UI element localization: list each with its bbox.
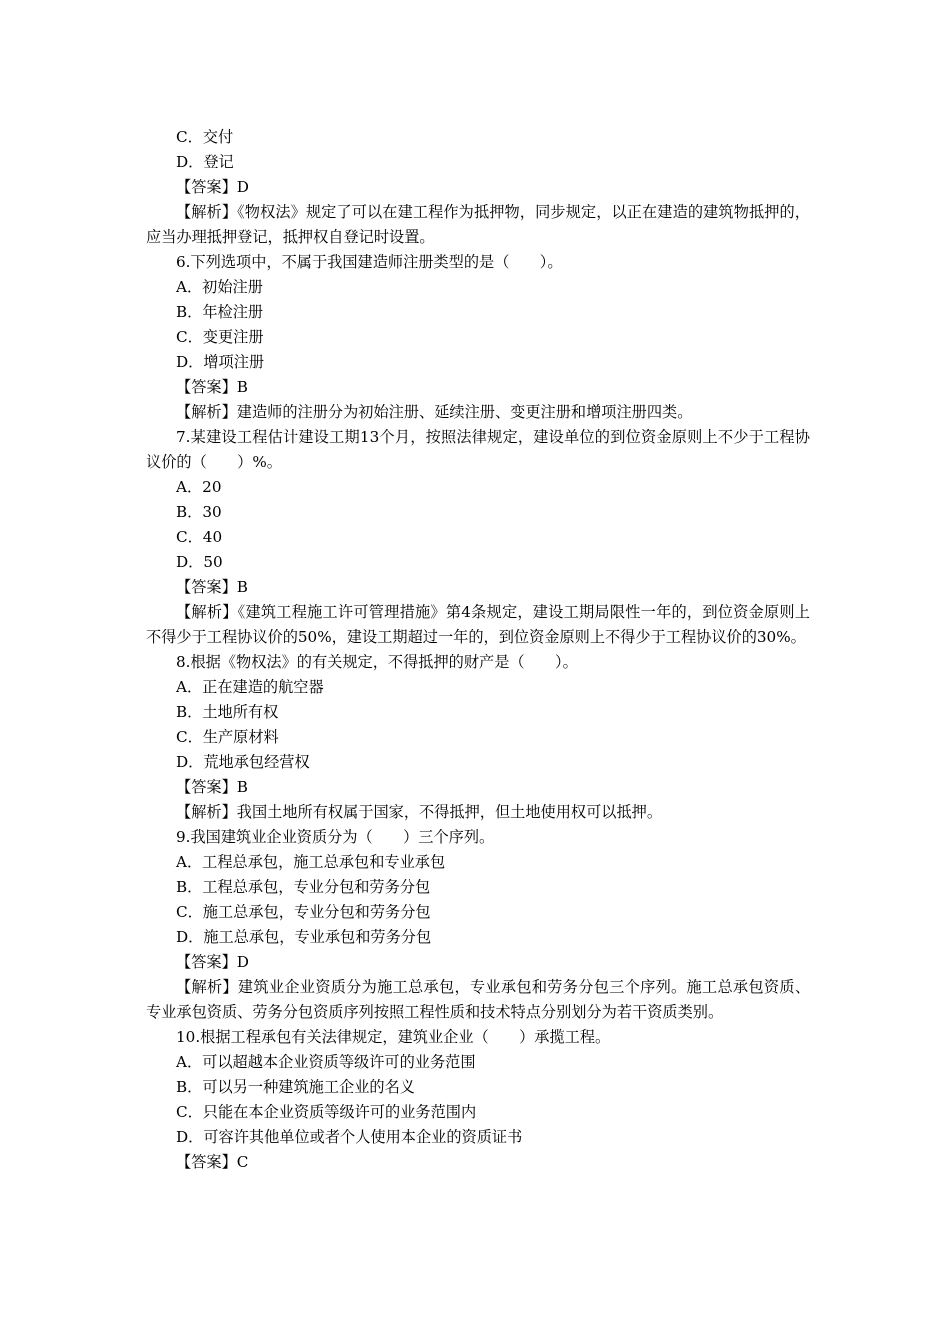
q6-option-b: B．年检注册 xyxy=(176,303,264,321)
q9-option-b: B．工程总承包，专业分包和劳务分包 xyxy=(176,878,431,896)
q8-option-d: D．荒地承包经营权 xyxy=(176,753,310,771)
q8-stem: 8.根据《物权法》的有关规定，不得抵押的财产是（ ）。 xyxy=(176,653,578,671)
q10-option-d: D．可容许其他单位或者个人使用本企业的资质证书 xyxy=(176,1128,523,1146)
q5-answer: 【答案】D xyxy=(176,178,249,196)
q8-option-a: A．正在建造的航空器 xyxy=(176,678,324,696)
q6-analysis: 【解析】建造师的注册分为初始注册、延续注册、变更注册和增项注册四类。 xyxy=(176,403,693,421)
q7-analysis: 【解析】《建筑工程施工许可管理措施》第4条规定，建设工期局限性一年的，到位资金原则上不得少于工程协议价的50%，建设工期超过一年的，到位资金原则上不得少于工程协议价的30%。 xyxy=(146,603,810,646)
q6-answer: 【答案】B xyxy=(176,378,248,396)
q8-option-c: C．生产原材料 xyxy=(176,728,279,746)
q7-stem: 7.某建设工程估计建设工期13个月，按照法律规定，建设单位的到位资金原则上不少于工程协议价的（ ）%。 xyxy=(146,428,810,471)
q9-option-a: A．工程总承包，施工总承包和专业承包 xyxy=(176,853,446,871)
q10-option-a: A．可以超越本企业资质等级许可的业务范围 xyxy=(176,1053,476,1071)
q10-option-b: B．可以另一种建筑施工企业的名义 xyxy=(176,1078,415,1096)
q7-answer: 【答案】B xyxy=(176,578,248,596)
q7-option-a: A．20 xyxy=(176,478,222,496)
q7-option-b: B．30 xyxy=(176,503,222,521)
q6-option-d: D．增项注册 xyxy=(176,353,265,371)
document-body xyxy=(146,125,810,1175)
q9-option-d: D．施工总承包，专业承包和劳务分包 xyxy=(176,928,432,946)
q8-analysis: 【解析】我国土地所有权属于国家，不得抵押，但土地使用权可以抵押。 xyxy=(176,803,662,821)
q7-option-d: D．50 xyxy=(176,553,223,571)
q9-option-c: C．施工总承包，专业分包和劳务分包 xyxy=(176,903,431,921)
q9-answer: 【答案】D xyxy=(176,953,249,971)
q10-answer: 【答案】C xyxy=(176,1153,249,1171)
q6-option-c: C．变更注册 xyxy=(176,328,264,346)
q10-option-c: C．只能在本企业资质等级许可的业务范围内 xyxy=(176,1103,477,1121)
q9-analysis: 【解析】建筑业企业资质分为施工总承包，专业承包和劳务分包三个序列。施工总承包资质、专业承包资质、劳务分包资质序列按照工程性质和技术特点分别划分为若干资质类别。 xyxy=(146,978,810,1021)
q6-stem: 6.下列选项中，不属于我国建造师注册类型的是（ ）。 xyxy=(176,253,563,271)
q6-option-a: A．初始注册 xyxy=(176,278,263,296)
q9-stem: 9.我国建筑业企业资质分为（ ）三个序列。 xyxy=(176,828,495,846)
q5-option-c: C．交付 xyxy=(176,128,234,146)
q10-stem: 10.根据工程承包有关法律规定，建筑业企业（ ）承揽工程。 xyxy=(176,1028,611,1046)
q7-option-c: C．40 xyxy=(176,528,223,546)
q5-option-d: D．登记 xyxy=(176,153,234,171)
q5-analysis: 【解析】《物权法》规定了可以在建工程作为抵押物，同步规定，以正在建造的建筑物抵押的，应当办理抵押登记，抵押权自登记时设置。 xyxy=(146,203,810,246)
q8-option-b: B．土地所有权 xyxy=(176,703,279,721)
q8-answer: 【答案】B xyxy=(176,778,248,796)
